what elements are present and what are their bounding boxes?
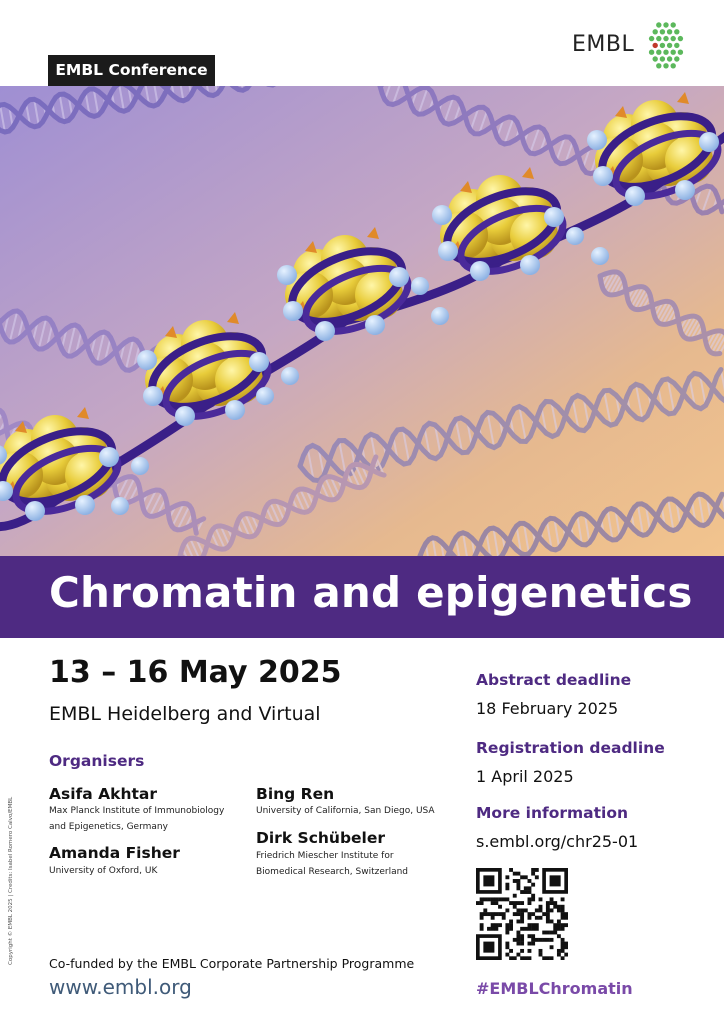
conference-date: 13 – 16 May 2025 (49, 655, 342, 690)
organiser-name: Bing Ren (256, 785, 335, 803)
copyright-credit: Copyright © EMBL 2025 | Credits: Isabel Romero Calvo/EMBL (8, 796, 14, 965)
more-information-label: More information (476, 804, 629, 822)
hero-illustration (0, 86, 724, 556)
hexagon-dots-logo-icon (642, 20, 690, 72)
affiliation-line: Friedrich Miescher Institute for (256, 851, 394, 861)
chromatin-illustration (0, 86, 724, 556)
hashtag[interactable]: #EMBLChromatin (476, 979, 633, 998)
registration-deadline-value: 1 April 2025 (476, 767, 574, 786)
conference-title: Chromatin and epigenetics (49, 568, 693, 617)
affiliation-line: University of California, San Diego, USA (256, 806, 435, 816)
registration-deadline-label: Registration deadline (476, 739, 665, 757)
organiser-affiliation (256, 848, 408, 880)
organiser-affiliation (256, 803, 435, 819)
organiser-name: Amanda Fisher (49, 844, 180, 862)
organiser-affiliation (49, 803, 224, 835)
qr-code-icon[interactable] (476, 868, 568, 960)
website-link[interactable]: www.embl.org (49, 975, 192, 999)
organiser-name: Asifa Akhtar (49, 785, 157, 803)
affiliation-line: Max Planck Institute of Immunobiology (49, 806, 225, 816)
abstract-deadline-value: 18 February 2025 (476, 699, 619, 718)
more-information-link[interactable]: s.embl.org/chr25-01 (476, 832, 639, 851)
organisers-heading: Organisers (49, 752, 145, 770)
embl-logo[interactable] (572, 20, 692, 72)
logo-text: EMBL (572, 32, 635, 57)
title-band (0, 556, 724, 638)
affiliation-line: Biomedical Research, Switzerland (256, 867, 409, 877)
abstract-deadline-label: Abstract deadline (476, 671, 632, 689)
cofunded-note: Co-funded by the EMBL Corporate Partnership Programme (49, 956, 415, 971)
conference-tag: EMBL Conference (48, 55, 215, 86)
organiser-affiliation (49, 863, 157, 879)
conference-venue: EMBL Heidelberg and Virtual (49, 703, 321, 725)
affiliation-line: University of Oxford, UK (49, 866, 158, 876)
organiser-name: Dirk Schübeler (256, 829, 386, 847)
affiliation-line: and Epigenetics, Germany (49, 822, 168, 832)
